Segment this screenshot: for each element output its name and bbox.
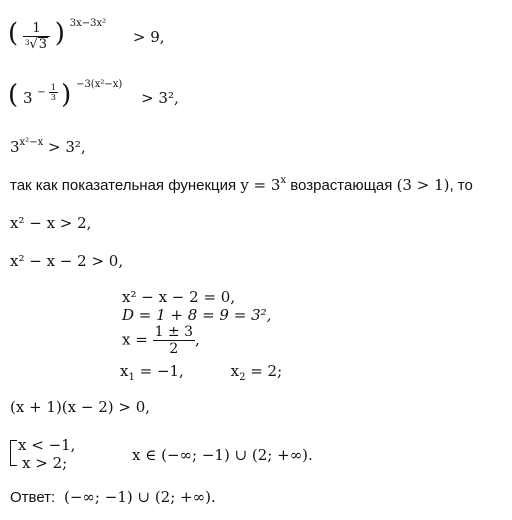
fraction-1-over-cuberoot3 bbox=[23, 22, 50, 53]
inner-exponent-numerator: 1 bbox=[50, 83, 56, 92]
x1-var: x bbox=[120, 362, 129, 380]
line-1-rhs: > 9, bbox=[132, 27, 165, 46]
x2-var: x bbox=[230, 362, 240, 380]
line-12a: x < −1, bbox=[18, 436, 76, 454]
function-exponent: x bbox=[280, 175, 287, 186]
base-3: 3 bbox=[10, 138, 20, 156]
line-5: x² − x > 2, bbox=[10, 214, 92, 232]
text-increasing: возрастающая bbox=[286, 177, 397, 194]
root-index: 3 bbox=[24, 39, 30, 47]
inner-exponent-sign: − bbox=[37, 87, 46, 98]
line-12b: x > 2; bbox=[22, 454, 68, 472]
base-condition: (3 > 1) bbox=[396, 176, 450, 194]
line-9 bbox=[122, 324, 200, 357]
text-so-since: так как показательная фунекция bbox=[10, 177, 241, 194]
root-formula-denominator: 2 bbox=[169, 341, 179, 357]
x-equals: x = bbox=[122, 330, 148, 349]
left-paren: ( bbox=[8, 18, 19, 49]
exponent-3: x²−x bbox=[19, 137, 44, 148]
line-2 bbox=[8, 79, 179, 110]
line-3-rhs: > 3², bbox=[48, 138, 86, 156]
inner-exponent-fraction bbox=[49, 83, 58, 102]
right-paren: ) bbox=[54, 18, 65, 49]
comma: , bbox=[195, 330, 200, 349]
right-paren: ) bbox=[61, 80, 72, 110]
line-2-rhs: > 3², bbox=[141, 89, 179, 107]
fraction-denominator: $^3$√3 bbox=[24, 37, 47, 52]
x1-value: = −1, bbox=[134, 362, 184, 380]
base-3: 3 bbox=[22, 89, 33, 107]
inner-exponent-denominator: 3 bbox=[50, 93, 56, 102]
line-7: x² − x − 2 = 0, bbox=[122, 288, 236, 306]
left-paren: ( bbox=[8, 80, 19, 110]
answer-label: Ответ: bbox=[10, 489, 56, 506]
line-8: D = 1 + 8 = 9 = 3², bbox=[122, 306, 272, 324]
line-3 bbox=[10, 138, 86, 159]
root-formula-fraction bbox=[153, 324, 195, 357]
text-then: , то bbox=[449, 177, 473, 194]
line-6: x² − x − 2 > 0, bbox=[10, 252, 124, 270]
line-10 bbox=[120, 362, 282, 383]
exponent-1: 3x−3x² bbox=[69, 17, 107, 29]
line-4 bbox=[10, 176, 473, 197]
x2-value: = 2; bbox=[245, 362, 283, 380]
function-expr: y = 3 bbox=[240, 176, 281, 194]
x1-index: 1 bbox=[128, 372, 135, 383]
inner-exponent bbox=[37, 83, 61, 102]
line-1 bbox=[8, 17, 165, 53]
answer-line bbox=[10, 488, 216, 507]
system-bracket bbox=[10, 440, 17, 466]
outer-exponent: −3(x²−x) bbox=[76, 79, 123, 90]
line-12-union: x ∈ (−∞; −1) ∪ (2; +∞). bbox=[132, 446, 313, 464]
answer-value: (−∞; −1) ∪ (2; +∞). bbox=[64, 488, 216, 506]
root-radicand: 3 bbox=[38, 37, 47, 52]
fraction-numerator: 1 bbox=[23, 22, 50, 37]
x2-index: 2 bbox=[239, 372, 246, 383]
line-11: (x + 1)(x − 2) > 0, bbox=[10, 398, 151, 416]
root-formula-numerator: 1 ± 3 bbox=[154, 324, 194, 340]
